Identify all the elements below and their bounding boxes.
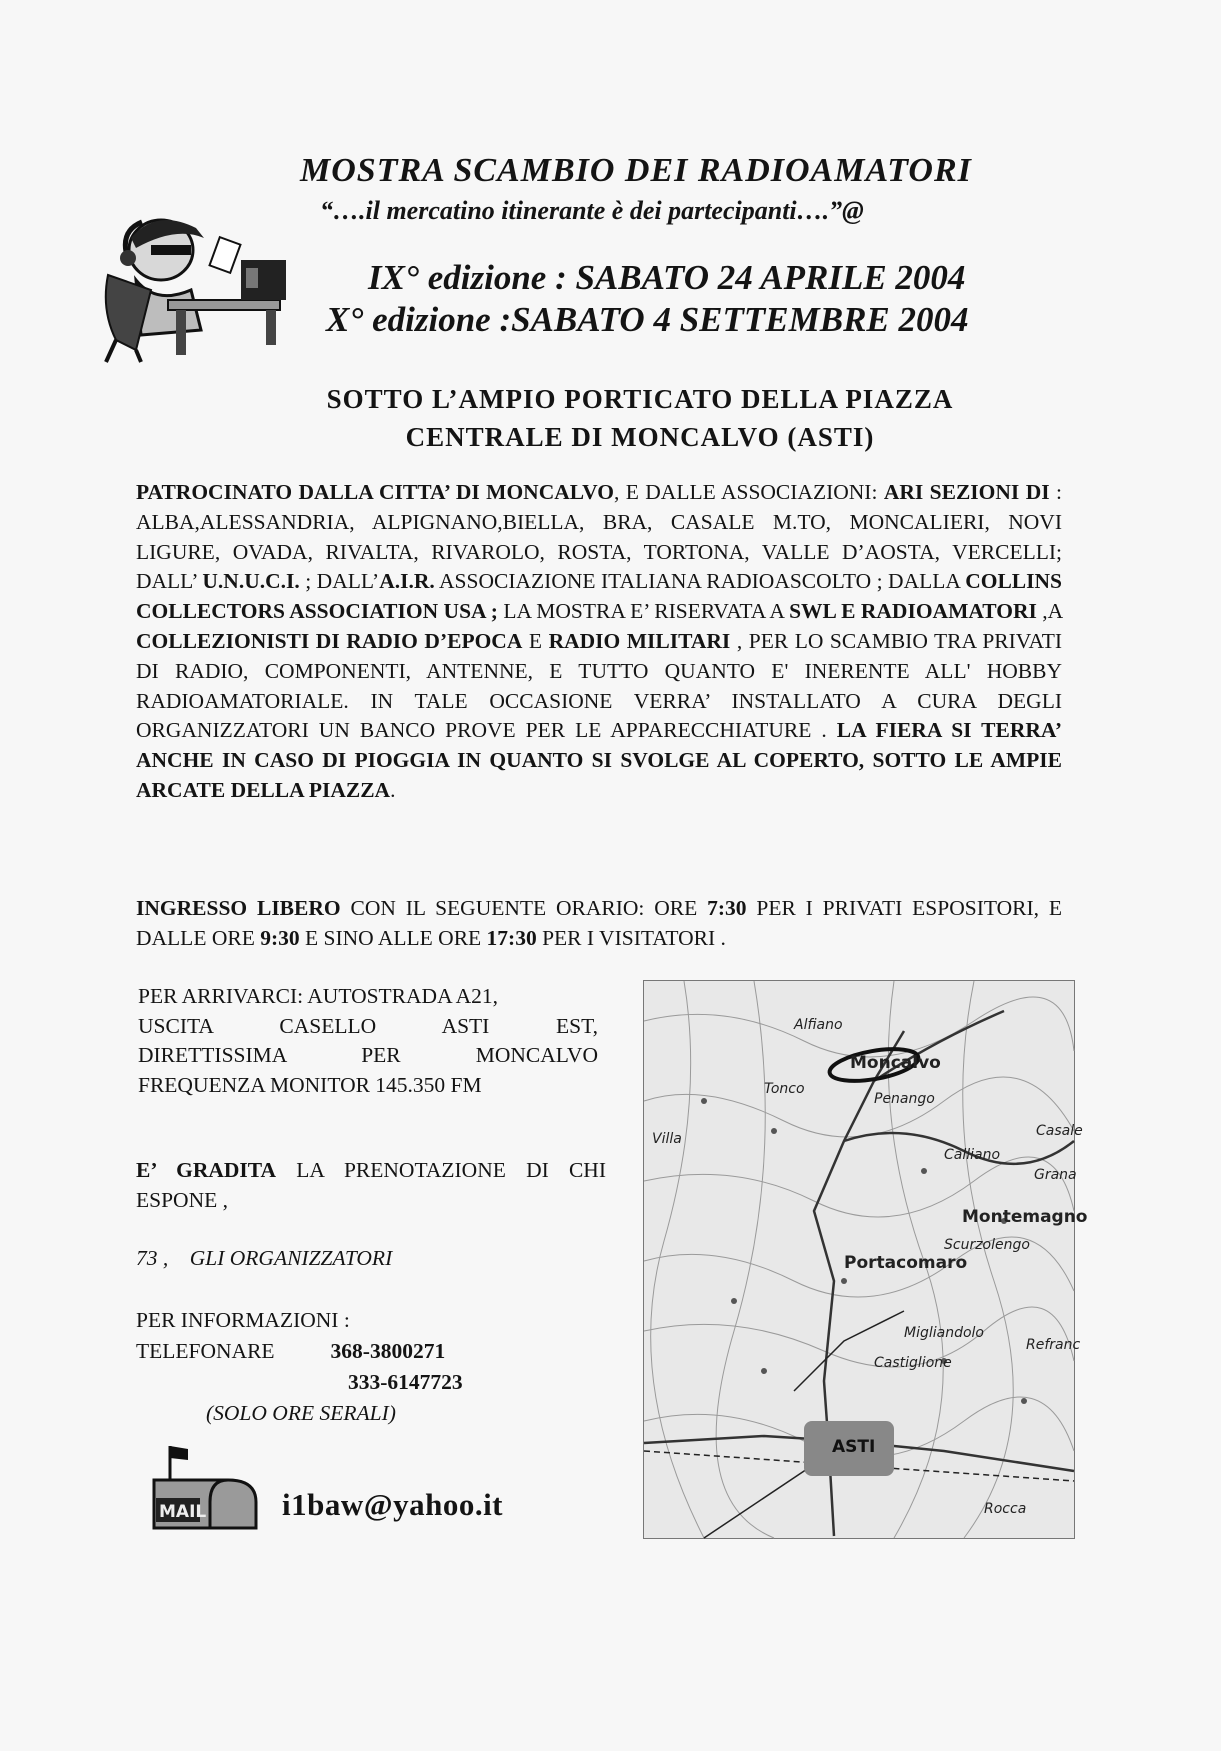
map-label-alfiano: Alfiano <box>794 1017 843 1033</box>
map-label-migliandolo: Migliandolo <box>904 1325 984 1341</box>
map-label-penango: Penango <box>874 1091 935 1107</box>
directions-line-4: FREQUENZA MONITOR 145.350 FM <box>138 1072 482 1097</box>
map-label-villa: Villa <box>652 1131 682 1147</box>
page-subtitle: “….il mercatino itinerante è dei partecipanti….”@ <box>320 196 864 225</box>
mailbox-label: MAIL <box>159 1502 207 1522</box>
map-label-montemagno: Montemagno <box>962 1207 1088 1227</box>
area-map <box>643 980 1088 1539</box>
map-label-refrancore: Refranc <box>1026 1337 1081 1353</box>
map-label-rocca: Rocca <box>984 1501 1027 1517</box>
booking-note: E’ GRADITA LA PRENOTAZIONE DI CHI ESPONE , <box>136 1158 606 1212</box>
map-label-calliano: Calliano <box>944 1147 1001 1163</box>
info-label: PER INFORMAZIONI : <box>136 1308 350 1332</box>
map-label-grana: Grana <box>1034 1167 1077 1183</box>
location-line-1: SOTTO L’AMPIO PORTICATO DELLA PIAZZA <box>326 384 954 414</box>
phone-row-2 <box>136 1367 596 1398</box>
directions-line-2: USCITA CASELLO ASTI EST, <box>138 1013 598 1038</box>
directions-line-3: DIRETTISSIMA PER MONCALVO <box>138 1043 598 1067</box>
location-line-2: CENTRALE DI MONCALVO (ASTI) <box>405 422 875 452</box>
directions-block <box>138 982 598 1100</box>
phone-row-1: TELEFONARE 368-3800271 <box>136 1339 446 1363</box>
email-link[interactable]: i1baw@yahoo.it <box>282 1487 504 1522</box>
map-label-asti: ASTI <box>832 1437 876 1457</box>
mailbox-icon <box>148 1440 260 1532</box>
map-label-castiglione: Castiglione <box>874 1355 952 1371</box>
info-block <box>136 1305 596 1429</box>
page-title: MOSTRA SCAMBIO DEI RADIOAMATORI <box>300 152 972 189</box>
signature: 73 , GLI ORGANIZZATORI <box>136 1246 393 1270</box>
sponsors-paragraph: PATROCINATO DALLA CITTA’ DI MONCALVO, E DALLE ASSOCIAZIONI: ARI SEZIONI DI : ALBA,ALESSANDRIA, ALPIGNANO,BIELLA, BRA, CASALE M.TO, MONCALIERI, NOVI LIGURE, OVADA, RIVALTA, RIVAROLO, ROSTA, TORTONA, VALLE D’AOSTA, VERCELLI; DALL’ U.N.U.C.I. ; DALL’A.I.R. ASSOCIAZIONE ITALIANA RADIOASCOLTO ; DALLA COLLINS COLLECTORS ASSOCIATION USA ; LA MOSTRA E’ RISERVATA A SWL E RADIOAMATORI ,A COLLEZIONISTI DI RADIO D’EPOCA E RADIO MILITARI , PER LO SCAMBIO TRA PRIVATI DI RADIO, COMPONENTI, ANTENNE, E TUTTO QUANTO E' INERENTE ALL' HOBBY RADIOAMATORIALE. IN TALE OCCASIONE VERRA’ INSTALLATO A CURA DEGLI ORGANIZZATORI UN BANCO PROVE PER LE APPARECCHIATURE . LA FIERA SI TERRA’ ANCHE IN CASO DI PIOGGIA IN QUANTO SI SVOLGE AL COPERTO, SOTTO LE AMPIE ARCATE DELLA PIAZZA. <box>136 480 1062 802</box>
edition-ix: IX° edizione : SABATO 24 APRILE 2004 <box>368 258 966 297</box>
phone-number-1[interactable]: 368-3800271 <box>330 1339 446 1363</box>
directions-line-1: PER ARRIVARCI: AUTOSTRADA A21, <box>138 984 499 1008</box>
map-label-portacomaro: Portacomaro <box>844 1253 968 1273</box>
edition-x: X° edizione :SABATO 4 SETTEMBRE 2004 <box>326 300 969 339</box>
phone-number-2[interactable]: 333-6147723 <box>348 1370 463 1394</box>
location-heading <box>240 380 1040 456</box>
phone-note: (SOLO ORE SERALI) <box>206 1401 396 1425</box>
map-label-casale: Casale <box>1036 1123 1083 1139</box>
map-label-scurzolengo: Scurzolengo <box>944 1237 1030 1253</box>
map-label-tonco: Tonco <box>764 1081 805 1097</box>
entry-hours-paragraph: INGRESSO LIBERO CON IL SEGUENTE ORARIO: ORE 7:30 PER I PRIVATI ESPOSITORI, E DALLE ORE 9:30 E SINO ALLE ORE 17:30 PER I VISITATORI . <box>136 896 1062 950</box>
radio-operator-illustration <box>96 190 296 365</box>
map-label-moncalvo: Moncalvo <box>850 1053 941 1073</box>
